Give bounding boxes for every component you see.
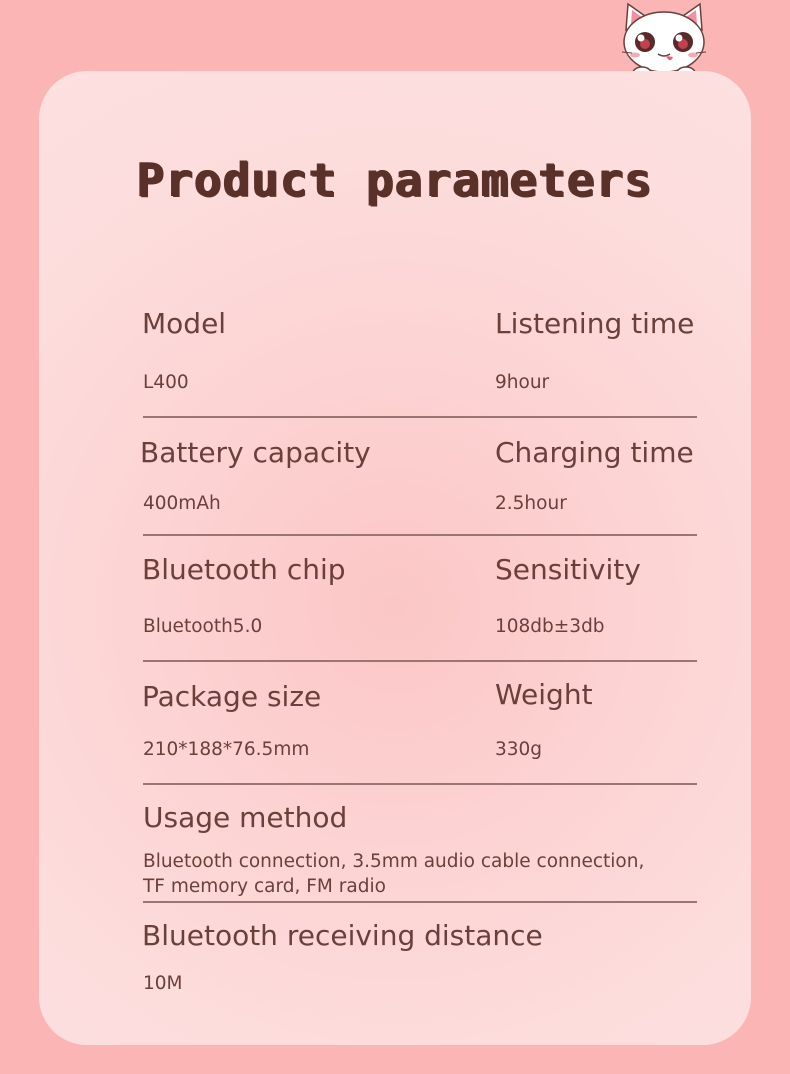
sensitivity-label: Sensitivity [495, 553, 641, 586]
bluetooth-chip-label: Bluetooth chip [142, 553, 346, 586]
charging-time-label: Charging time [495, 436, 694, 469]
sensitivity-value: 108db±3db [495, 616, 605, 637]
package-size-value: 210*188*76.5mm [143, 739, 310, 760]
usage-method-value-line2: TF memory card, FM radio [143, 876, 386, 897]
charging-time-value: 2.5hour [495, 493, 567, 514]
listening-time-label: Listening time [495, 307, 695, 340]
divider [143, 660, 697, 662]
receiving-distance-label: Bluetooth receiving distance [142, 919, 543, 952]
bluetooth-chip-value: Bluetooth5.0 [143, 616, 263, 637]
model-label: Model [142, 307, 227, 340]
divider [143, 416, 697, 418]
weight-label: Weight [495, 678, 593, 711]
battery-capacity-label: Battery capacity [140, 436, 371, 469]
divider [143, 534, 697, 536]
parameters-card [39, 71, 751, 1045]
listening-time-value: 9hour [495, 372, 550, 393]
package-size-label: Package size [142, 680, 322, 713]
battery-capacity-value: 400mAh [143, 493, 221, 514]
model-value: L400 [143, 372, 189, 393]
cat-mascot-icon [618, 0, 710, 82]
weight-value: 330g [495, 739, 543, 760]
page-title: Product parameters [136, 153, 654, 207]
divider [143, 901, 697, 903]
divider [143, 783, 697, 785]
receiving-distance-value: 10M [143, 973, 183, 994]
usage-method-value-line1: Bluetooth connection, 3.5mm audio cable connection, [143, 851, 645, 872]
usage-method-label: Usage method [143, 801, 348, 834]
